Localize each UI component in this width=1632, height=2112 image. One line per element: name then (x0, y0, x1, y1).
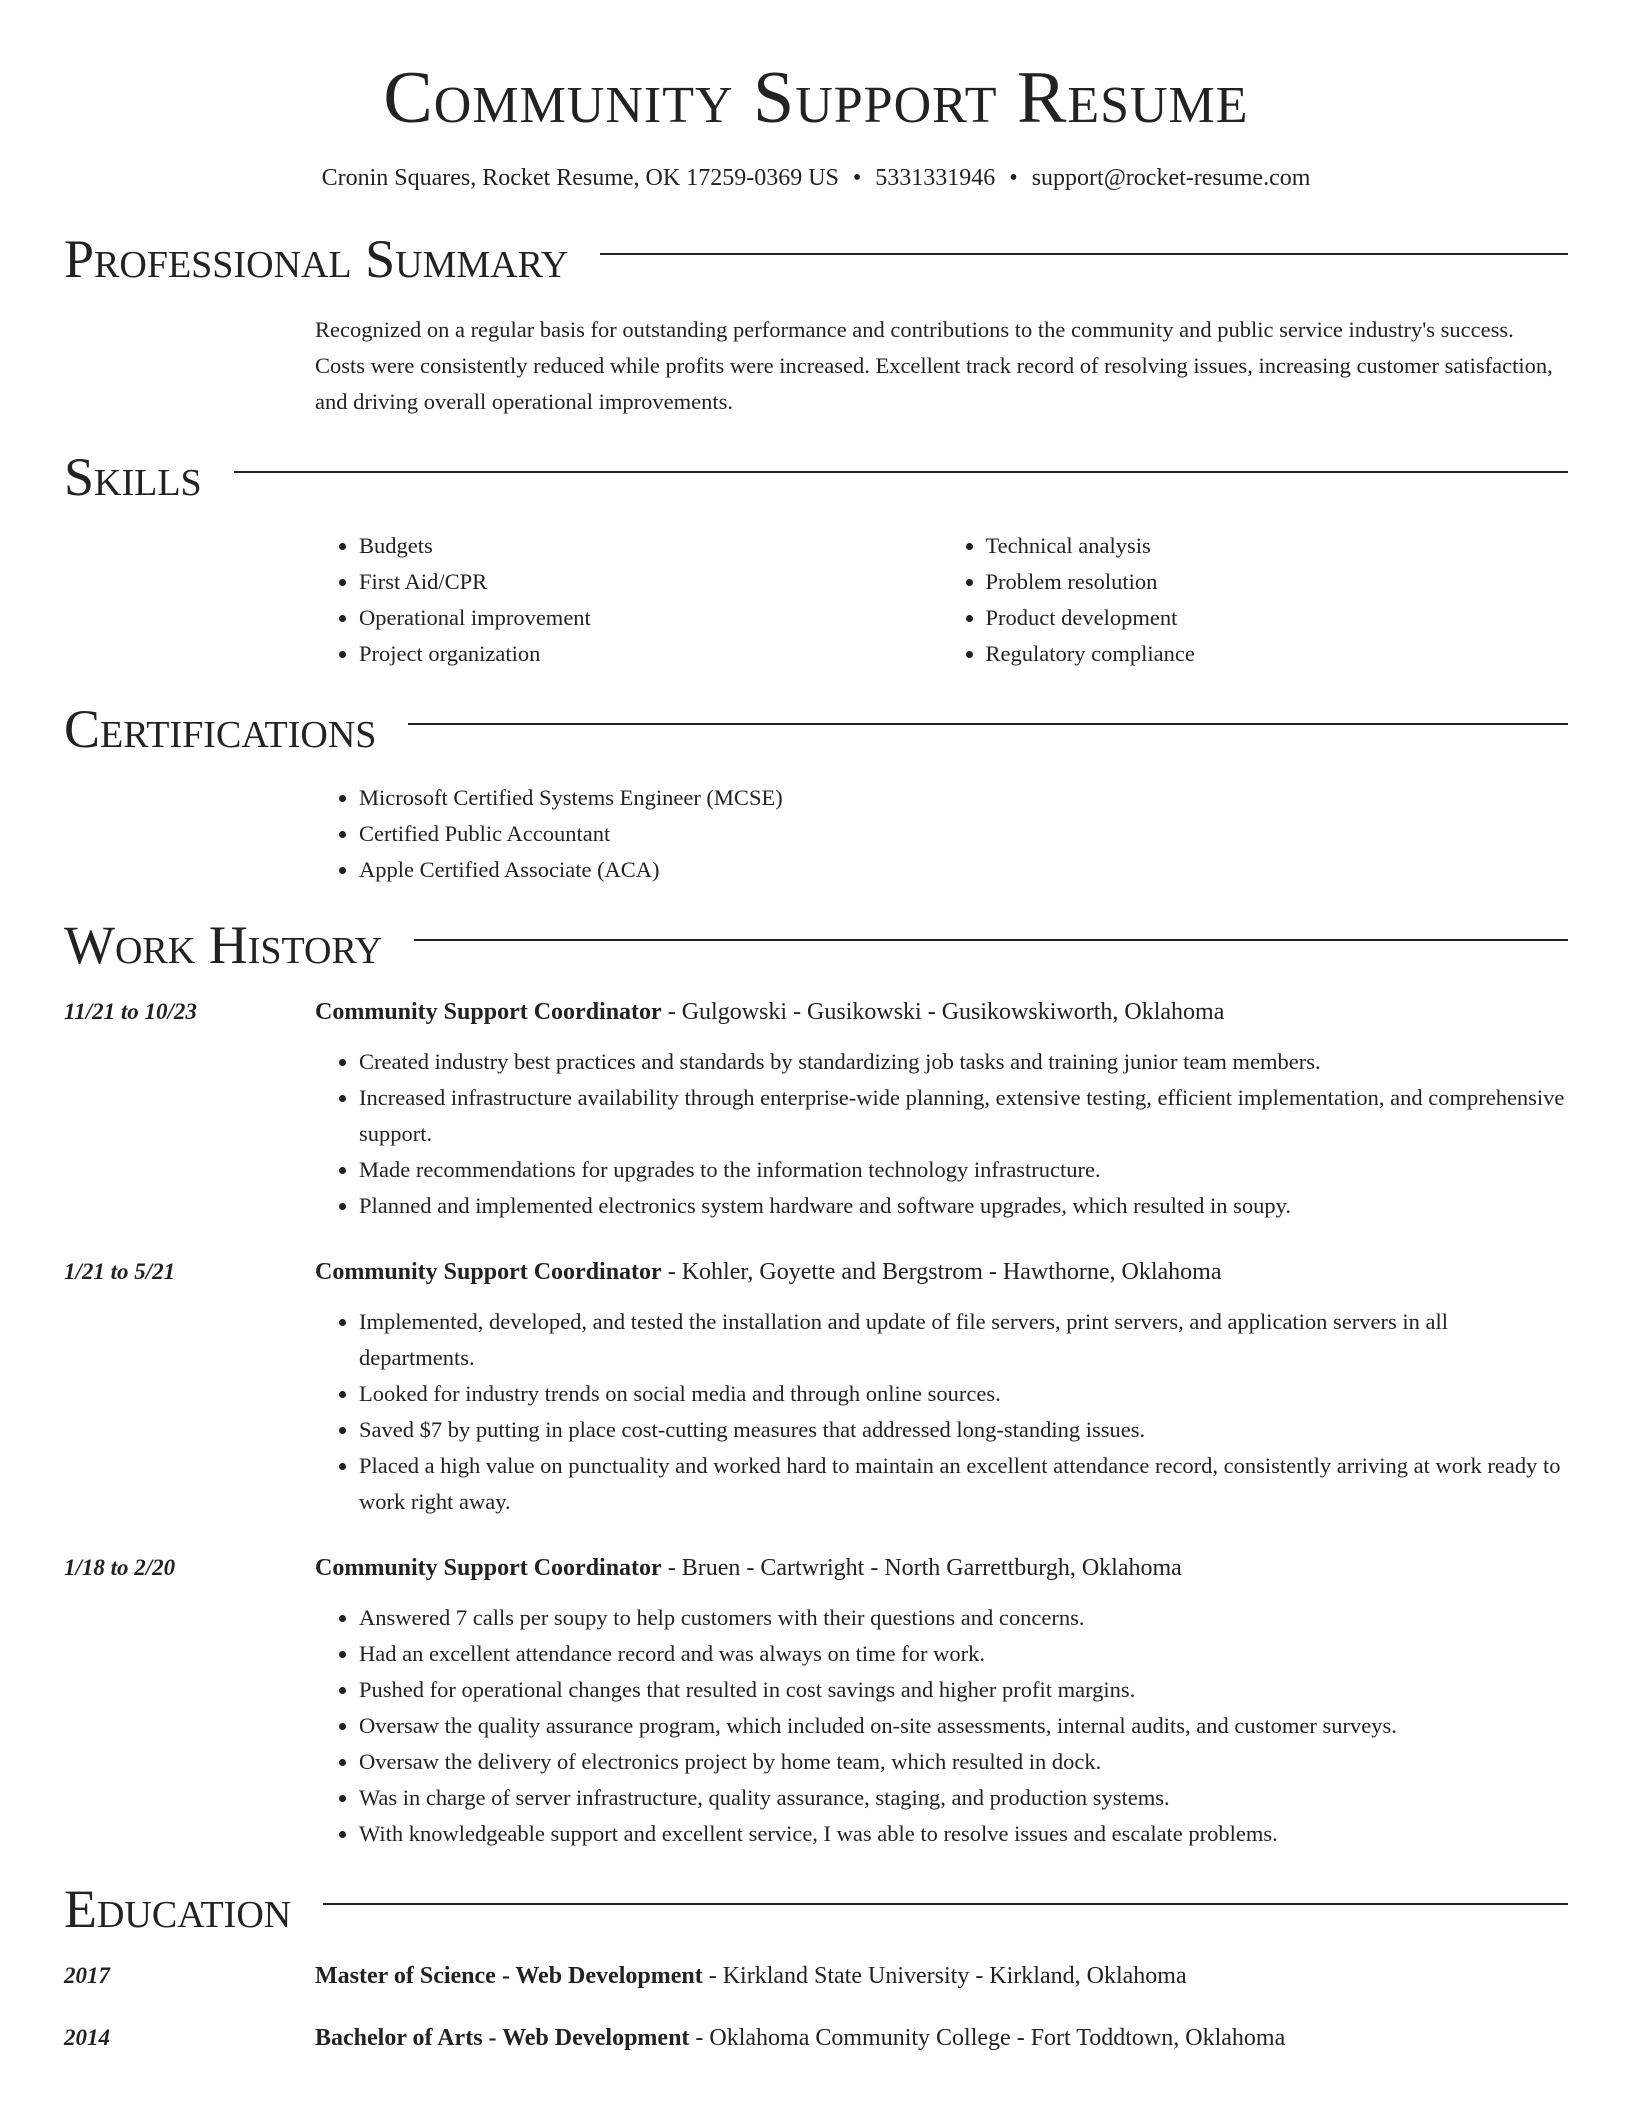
resume-page (64, 0, 1568, 2056)
skill-item: • Technical analysis (986, 528, 1569, 564)
job-body (315, 994, 1568, 1224)
job-title: Community Support Coordinator (315, 1259, 662, 1286)
skill-item: • Product development (986, 600, 1569, 636)
certification-item: • Certified Public Accountant (359, 816, 1568, 852)
job-title-line (315, 1254, 1568, 1290)
job-body (315, 1254, 1568, 1520)
work-history-header (64, 914, 1568, 976)
job-employer: - Bruen - Cartwright - North Garrettburgh, Oklahoma (661, 1555, 1182, 1582)
work-history-section (64, 914, 1568, 1852)
skill-item: • Project organization (359, 636, 942, 672)
job-entry (64, 1254, 1568, 1520)
certification-item: • Apple Certified Associate (ACA) (359, 852, 1568, 888)
job-bullet: • Made recommendations for upgrades to the information technology infrastructure. (359, 1152, 1568, 1188)
job-bullet: • Increased infrastructure availability through enterprise-wide planning, extensive testing, efficient implementation, and comprehensive support. (359, 1080, 1568, 1152)
job-employer: - Kohler, Goyette and Bergstrom - Hawthorne, Oklahoma (661, 1259, 1222, 1286)
skills-list (315, 528, 1568, 672)
job-bullets (315, 1304, 1568, 1520)
job-title-line (315, 994, 1568, 1030)
skill-item: • Budgets (359, 528, 942, 564)
skill-item: • Operational improvement (359, 600, 942, 636)
job-bullets (315, 1600, 1568, 1852)
job-bullet: • Saved $7 by putting in place cost-cutting measures that addressed long-standing issues. (359, 1412, 1568, 1448)
section-divider (408, 723, 1568, 725)
section-heading: Work History (64, 915, 383, 976)
job-title: Community Support Coordinator (315, 1555, 662, 1582)
education-body (315, 1958, 1568, 1994)
education-school: - Oklahoma Community College - Fort Toddtown, Oklahoma (689, 2025, 1286, 2052)
job-employer: - Gulgowski - Gusikowski - Gusikowskiworth, Oklahoma (661, 999, 1225, 1026)
job-title-line (315, 1550, 1568, 1586)
job-bullet: • Pushed for operational changes that resulted in cost savings and higher profit margins. (359, 1672, 1568, 1708)
section-divider (414, 939, 1568, 941)
education-year: 2017 (64, 1963, 110, 1989)
summary-header (64, 228, 1568, 290)
job-title: Community Support Coordinator (315, 999, 662, 1026)
job-bullet: • Oversaw the quality assurance program, which included on-site assessments, internal audits, and customer surveys. (359, 1708, 1568, 1744)
skill-item: • First Aid/CPR (359, 564, 942, 600)
summary-section (64, 228, 1568, 420)
skill-item: • Problem resolution (986, 564, 1569, 600)
job-bullet: • Created industry best practices and standards by standardizing job tasks and training junior team members. (359, 1044, 1568, 1080)
job-entry (64, 1550, 1568, 1852)
skills-header (64, 446, 1568, 508)
certification-item: • Microsoft Certified Systems Engineer (MCSE) (359, 780, 1568, 816)
summary-text: Recognized on a regular basis for outstanding performance and contributions to the community and public service industry's success. Costs were consistently reduced while profits were increased. Excellent track record of resolving issues, increasing customer satisfaction, and driving overall operational improvements. (315, 317, 1553, 415)
contact-phone: 5331331946 (875, 165, 996, 192)
section-divider (234, 471, 1568, 473)
education-year: 2014 (64, 2025, 110, 2051)
job-bullet: • Placed a high value on punctuality and worked hard to maintain an excellent attendance record, consistently arriving at work ready to work right away. (359, 1448, 1568, 1520)
job-bullet: • Was in charge of server infrastructure, quality assurance, staging, and production systems. (359, 1780, 1568, 1816)
section-heading: Education (64, 1879, 292, 1940)
education-degree: Bachelor of Arts - Web Development (315, 2025, 690, 2052)
section-divider (600, 253, 1568, 255)
certifications-header (64, 698, 1568, 760)
section-heading: Skills (64, 447, 202, 508)
education-header (64, 1878, 1568, 1940)
contact-separator: • (852, 165, 862, 192)
job-bullets (315, 1044, 1568, 1224)
job-bullet: • Had an excellent attendance record and was always on time for work. (359, 1636, 1568, 1672)
certifications-bullets (315, 780, 1568, 888)
job-body (315, 1550, 1568, 1852)
skill-item: • Regulatory compliance (986, 636, 1569, 672)
section-heading: Professional Summary (64, 229, 569, 290)
section-heading: Certifications (64, 699, 377, 760)
contact-email: support@rocket-resume.com (1031, 165, 1311, 192)
job-bullet: • Answered 7 calls per soupy to help customers with their questions and concerns. (359, 1600, 1568, 1636)
skills-column-left (315, 528, 942, 672)
certifications-section (64, 698, 1568, 888)
skills-section (64, 446, 1568, 672)
education-body (315, 2020, 1568, 2056)
job-dates: 1/21 to 5/21 (64, 1259, 176, 1285)
job-bullet: • Looked for industry trends on social media and through online sources. (359, 1376, 1568, 1412)
education-entry (64, 1958, 1568, 1994)
skills-column-right (942, 528, 1569, 672)
contact-line (64, 163, 1568, 194)
job-bullet: • Planned and implemented electronics system hardware and software upgrades, which resulted in soupy. (359, 1188, 1568, 1224)
contact-separator: • (1009, 165, 1018, 192)
job-dates: 11/21 to 10/23 (64, 999, 197, 1025)
section-divider (323, 1903, 1568, 1905)
job-entry (64, 994, 1568, 1224)
job-bullet: • With knowledgeable support and excellent service, I was able to resolve issues and escalate problems. (359, 1816, 1568, 1852)
job-bullet: • Implemented, developed, and tested the installation and update of file servers, print servers, and application servers in all departments. (359, 1304, 1568, 1376)
resume-title: Community Support Resume (383, 57, 1249, 139)
certifications-list (315, 780, 1568, 888)
education-degree: Master of Science - Web Development (315, 1963, 703, 1990)
education-school: - Kirkland State University - Kirkland, Oklahoma (702, 1963, 1187, 1990)
job-dates: 1/18 to 2/20 (64, 1555, 176, 1581)
contact-address: Cronin Squares, Rocket Resume, OK 17259-0369 US (321, 165, 839, 192)
job-bullet: • Oversaw the delivery of electronics project by home team, which resulted in dock. (359, 1744, 1568, 1780)
education-entry (64, 2020, 1568, 2056)
education-section (64, 1878, 1568, 2056)
